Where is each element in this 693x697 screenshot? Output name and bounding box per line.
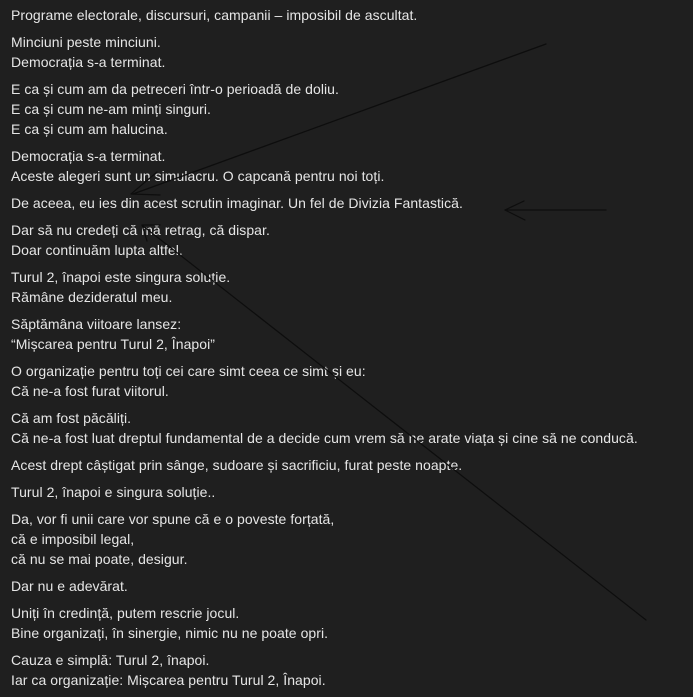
paragraph-1 [11, 5, 687, 25]
paragraph-12 [11, 482, 687, 502]
text-line: Da, vor fi unii care vor spune că e o poveste forțată, [11, 511, 335, 527]
text-line: Turul 2, înapoi este singura soluție. [11, 269, 231, 285]
text-line: Săptămâna viitoare lansez: [11, 316, 182, 332]
text-line: E ca și cum am da petreceri într-o perioadă de doliu. [11, 81, 339, 97]
text-line: Aceste alegeri sunt un simulacru. O capcană pentru noi toți. [11, 168, 385, 184]
paragraph-13 [11, 509, 687, 569]
paragraph-6 [11, 220, 687, 260]
text-line: Programe electorale, discursuri, campanii – imposibil de ascultat. [11, 7, 418, 23]
text-line: Dar să nu credeți că mă retrag, că dispar. [11, 222, 270, 238]
text-line: Minciuni peste minciuni. [11, 34, 161, 50]
text-line: Dar nu e adevărat. [11, 578, 128, 594]
paragraph-5 [11, 193, 687, 213]
document-body [11, 5, 687, 697]
text-line: Că am fost păcăliți. [11, 410, 132, 426]
paragraph-4 [11, 146, 687, 186]
paragraph-3 [11, 79, 687, 139]
text-line: De aceea, eu ies din acest scrutin imaginar. Un fel de Divizia Fantastică. [11, 195, 463, 211]
text-line: Bine organizați, în sinergie, nimic nu ne poate opri. [11, 625, 329, 641]
text-line: E ca și cum ne-am minți singuri. [11, 101, 211, 117]
paragraph-7 [11, 267, 687, 307]
text-line: Uniți în credință, putem rescrie jocul. [11, 605, 240, 621]
text-line: Acest drept câștigat prin sânge, sudoare și sacrificiu, furat peste noapte. [11, 457, 463, 473]
text-line: Că ne-a fost furat viitorul. [11, 383, 169, 399]
text-line: Doar continuăm lupta altfel. [11, 242, 183, 258]
paragraph-15 [11, 603, 687, 643]
text-line: E ca și cum am halucina. [11, 121, 168, 137]
text-line: O organizație pentru toți cei care simt ceea ce simt și eu: [11, 363, 366, 379]
text-line: Rămâne deziderat​ul meu. [11, 289, 173, 305]
text-line: Iar ca organizație: Mișcarea pentru Turul 2, Înapoi. [11, 672, 326, 688]
text-line: că nu se mai poate, desigur. [11, 551, 188, 567]
text-line: Cauza e simplă: Turul 2, înapoi. [11, 652, 210, 668]
text-line: Democrația s-a terminat. [11, 148, 166, 164]
paragraph-14 [11, 576, 687, 596]
paragraph-2 [11, 32, 687, 72]
paragraph-8 [11, 314, 687, 354]
text-line: că e imposibil legal, [11, 531, 135, 547]
text-line: “Mișcarea pentru Turul 2, Înapoi” [11, 336, 215, 352]
paragraph-9 [11, 361, 687, 401]
paragraph-16 [11, 650, 687, 690]
text-line: Turul 2, înapoi e singura soluție.. [11, 484, 216, 500]
paragraph-11 [11, 455, 687, 475]
paragraph-10 [11, 408, 687, 448]
text-line: Că ne-a fost luat dreptul fundamental de a decide cum vrem să ne arate viața și cine să ne conducă. [11, 430, 638, 446]
text-line: Democrația s-a terminat. [11, 54, 166, 70]
